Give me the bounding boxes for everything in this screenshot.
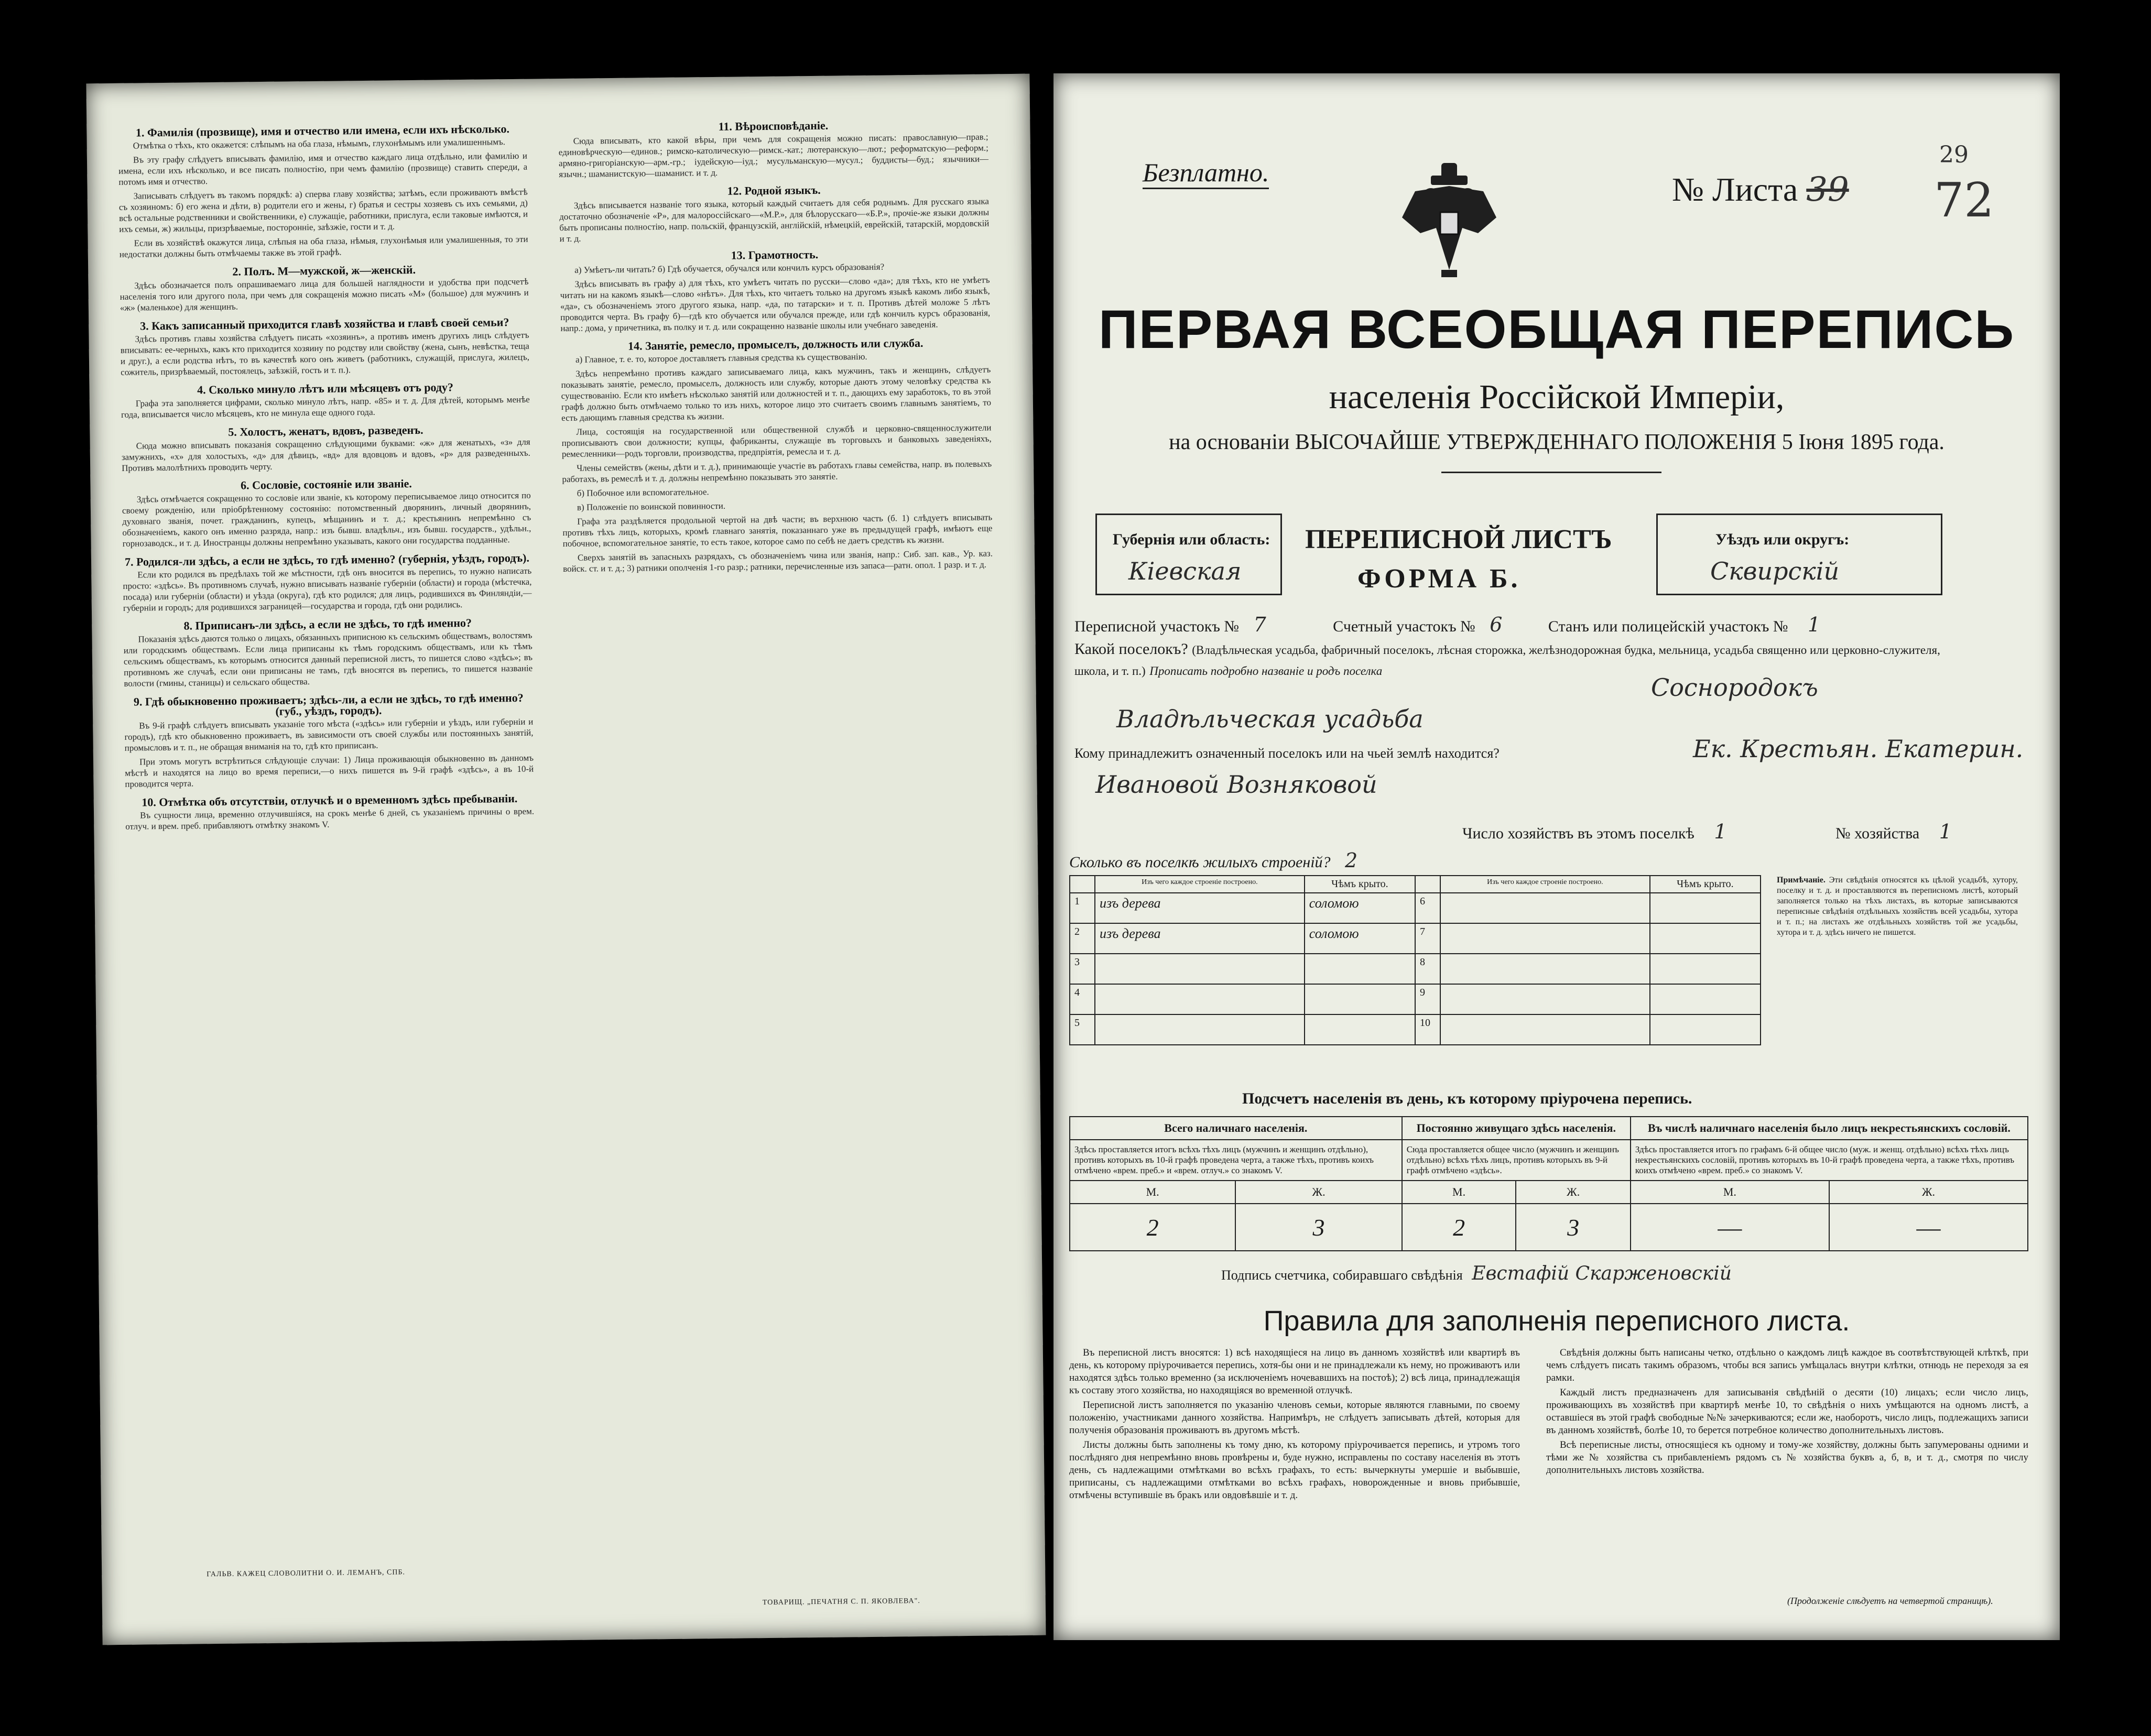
buildings-row (1070, 893, 1761, 923)
section-heading: 14. Занятіе, ремесло, промыселъ, должность или служба. (627, 336, 924, 353)
household-no-label: № хозяйства (1835, 825, 1920, 842)
rule-paragraph: Переписной листъ заполняется по указанію членовъ семьи, которые являются главными, по своему положенію, участниками данного хозяйства. Напримѣръ, не слѣдуетъ записывать дѣтей, которыя для полученія образованія проживаютъ въ другомъ мѣстѣ. (1069, 1400, 1520, 1436)
households-value: 1 (1714, 820, 1727, 843)
imperial-eagle-icon (1399, 160, 1499, 280)
rules-title: Правила для заполненія переписного листа. (1263, 1305, 1850, 1337)
printer-credit-right: ТОВАРИЩ. „ПЕЧАТНЯ С. П. ЯКОВЛЕВА". (762, 1597, 920, 1607)
section-heading: 11. Вѣроисповѣданіе. (718, 118, 829, 133)
section-paragraph: Здѣсь непремѣнно противъ каждаго записываемаго лица, какъ мужчинъ, такъ и женщинъ, слѣдуетъ показывать занятіе, ремесло, промыселъ, должность или службу, которые даютъ этому человѣку средства къ существованію. Если кто имѣетъ нѣсколько занятій или должностей и т. п., дающихъ ему заработокъ, то въ этой графѣ должно быть отмѣчаемо только то изъ нихъ, которое лицо это считаетъ своимъ главнымъ занятіемъ, то есть дающимъ главныя средства къ жизни. (561, 364, 992, 423)
note-text: Эти свѣдѣнія относятся къ цѣлой усадьбѣ, хутору, поселку и т. д. и проставляются въ переписномъ листѣ, который заполняется только на тѣхъ листахъ, въ которые записываются переписные свѣдѣнія отдѣльныхъ хозяйствъ всей усадьбы, хутора и т. п.; на листахъ же отдѣльныхъ хозяйствъ той же усадьбы, хутора и т. д. здѣсь ничего не пишется. (1777, 876, 2018, 937)
signature-value: Евстафій Скарженовскій (1472, 1263, 1732, 1284)
section-paragraph: При этомъ могутъ встрѣтиться слѣдующіе случаи: 1) Лица проживающія обыкновенно въ данномъ мѣстѣ и находятся на лицо во время переписи,—о нихъ пишется въ 9-й графѣ «здѣсь», а въ 10-й проводится черта. (125, 752, 534, 789)
owner-label: Кому принадлежитъ означенный поселокъ или на чьей землѣ находится? (1074, 746, 1500, 761)
buildings-row (1070, 923, 1761, 954)
section-heading: 1. Фамилія (прозвище), имя и отчество или имена, если ихъ нѣсколько. (135, 122, 510, 139)
section-paragraph: в) Положеніе по воинской повинности. (577, 500, 726, 512)
count-value: 6 (1490, 613, 1503, 636)
count-title: Подсчетъ населенія въ день, къ которому пріурочена перепись. (1242, 1090, 1692, 1107)
row-number: 2 (1070, 923, 1095, 954)
owner-line (1074, 744, 1500, 762)
sheet-number (1672, 170, 1849, 209)
section-heading: 13. Грамотность. (731, 247, 819, 262)
section-paragraph: Показанія здѣсь даются только о лицахъ, обязанныхъ приписною къ сельскимъ обществамъ, волостямъ или городскимъ обществамъ. Если лица приписаны къ тѣмъ городскимъ обществамъ, или къ тѣмъ сельскимъ обществамъ, къ которымъ относится данный переписной листъ, то пишется слово «здѣсь»; въ противномъ же случаѣ, если они приписаны не тамъ, гдѣ вносятся въ перепись, то пишется названіе волости (гмины, станицы) и сельскаго общества. (123, 630, 533, 689)
count-label: Счетный участокъ № (1333, 618, 1475, 635)
section-heading: 7. Родился-ли здѣсь, а если не здѣсь, то гдѣ именно? (губернія, уѣздъ, городъ). (124, 551, 530, 569)
rule-paragraph: Въ переписной листъ вносятся: 1) всѣ находящіеся на лицо въ данномъ хозяйствѣ или квартирѣ въ день, къ которому пріурочивается перепись, хотя-бы они и не принадлежали къ нему, но проживаютъ или находятся здѣсь только временно (за исключеніемъ ночевавшихъ на постоѣ); 2) всѣ лица, принадлежащія къ составу этого хозяйства, но находящіяся во временной отлучкѣ. (1069, 1347, 1520, 1396)
row-number: 9 (1415, 984, 1440, 1014)
building-roof (1305, 954, 1415, 984)
section-paragraph: Сюда можно вписывать показанія сокращенно слѣдующими буквами: «ж» для женатыхъ, «з» для замужнихъ, «х» для холостыхъ, «д» для дѣвицъ, «вд» для вдовцовъ и вдовъ, «р» для разведенныхъ. Противъ малолѣтнихъ проводить черту. (121, 436, 530, 473)
count-desc-resident: Сюда проставляется общее число (мужчинъ и женщинъ отдѣльно) всѣхъ тѣхъ лицъ, противъ которыхъ въ 9-й графѣ отмѣчено «здѣсь». (1402, 1140, 1631, 1181)
header-material: Изъ чего каждое строеніе построено. (1095, 876, 1305, 893)
owner-value-1: Ек. Крестьян. Екатерин. (1693, 735, 2024, 763)
section-paragraph: Если кто родился въ предѣлахъ той же мѣстности, гдѣ онъ вносится въ перепись, то нужно написать просто: «здѣсь». Въ противномъ случаѣ, нужно вписывать названіе губерніи (области) и города (мѣстечка, посада) или губерніи (области) и уѣзда (округа), гдѣ кто родился; для лицъ, родившихся въ Финляндіи,—губерніи и городъ; для родившихся заграницей—государства и города, гдѣ они родились. (123, 565, 532, 613)
building-material (1440, 1014, 1650, 1045)
uezd-box (1656, 514, 1942, 595)
section-paragraph: Записывать слѣдуетъ въ такомъ порядкѣ: а) сперва главу хозяйства; затѣмъ, если проживаютъ вмѣстѣ съ хозяиномъ: б) его жена и дѣти, в) родители его и жены, г) братья и сестры хозяевъ съ ихъ семьями, д) всѣ остальные родственники и свойственники, е) служащіе, работники, прислуга, если таковые имѣются, и ихъ семьи, ж) жильцы, призрѣваемые, посторонніе, заѣзжіе, гости и т. д. (118, 187, 528, 234)
left-page (86, 74, 1046, 1645)
settlement-value-1: Соснородокъ (1651, 673, 1818, 702)
count-desc-nonpeasant: Здѣсь проставляется итогъ по графамъ 6-й общее число (муж. и женщ. отдѣльно) всѣхъ тѣхъ лицъ некрестьянскихъ сословій, противъ которыхъ въ 10-й графѣ проведена черта, а также тѣхъ, противъ коихъ отмѣчено «врем. преб.» со знакомъ V. (1631, 1140, 2028, 1181)
section-paragraph: Здѣсь отмѣчается сокращенно то сословіе или званіе, къ которому переписываемое лицо относится по своему рожденію, или пріобрѣтенному состоянію: потомственный дворянинъ, личный дворянинъ, духовнаго званія, почет. гражданинъ, купецъ, мѣщанинъ и т. д.; крестьянинъ непремѣнно съ обозначеніемъ, какого онъ именно разряда, напр.: изъ бывш. владѣльч., изъ бывш. государств., удѣльн., горнозаводск., и т. д. Иностранцы должны непремѣнно указывать, какого они государства подданные. (122, 490, 531, 549)
free-label: Безплатно. (1143, 157, 1269, 189)
section-paragraph: Если въ хозяйствѣ окажутся лица, слѣпыя на оба глаза, нѣмыя, глухонѣмыя или умалишенныя, то эти недостатки должны быть отмѣчаемы также въ этой графѣ. (119, 234, 528, 259)
building-roof: соломою (1305, 893, 1415, 923)
col-m-1: М. (1070, 1181, 1235, 1204)
note-title: Примѣчаніе. (1777, 876, 1826, 885)
section-heading: 6. Сословіе, состояніе или званіе. (240, 477, 412, 492)
section-paragraph: а) Умѣетъ-ли читать? б) Гдѣ обучается, обучался или кончилъ курсъ образованія? (574, 261, 885, 275)
buildings-header-row (1070, 876, 1761, 893)
building-material (1095, 954, 1305, 984)
section-heading: 9. Гдѣ обыкновенно проживаетъ; здѣсь-ли, а если не здѣсь, то гдѣ именно? (губ., уѣздъ, городъ). (133, 691, 524, 718)
total-male: 2 (1070, 1204, 1235, 1251)
continued-note: (Продолженіе слѣдуетъ на четвертой страницѣ). (1787, 1596, 1993, 1606)
right-page (1053, 73, 2060, 1640)
building-roof (1650, 1014, 1761, 1045)
stan-label: Станъ или полицейскій участокъ № (1548, 618, 1788, 635)
section-paragraph: а) Главное, т. е. то, которое доставляетъ главныя средства къ существованію. (575, 351, 867, 365)
buildings-row (1070, 1014, 1761, 1045)
col-zh-1: Ж. (1235, 1181, 1402, 1204)
buildings-value: 2 (1345, 849, 1358, 872)
instructions-column-2 (558, 111, 1003, 1556)
buildings-row (1070, 984, 1761, 1014)
building-material: изъ дерева (1095, 893, 1305, 923)
households-label: Число хозяйствъ въ этомъ поселкѣ (1462, 825, 1694, 842)
form-title: ПЕРЕПИСНОЙ ЛИСТЪ (1305, 525, 1612, 554)
section-heading: 12. Родной языкъ. (727, 183, 821, 198)
building-roof (1650, 954, 1761, 984)
settlement-line (1074, 639, 1965, 681)
settlement-value-2: Владѣльческая усадьба (1116, 705, 1424, 733)
building-material (1095, 984, 1305, 1014)
building-material (1440, 893, 1650, 923)
section-heading: 5. Холостъ, женатъ, вдовъ, разведенъ. (228, 423, 423, 439)
building-roof (1305, 1014, 1415, 1045)
buildings-table (1069, 875, 1761, 1045)
section-paragraph: Графа эта заполняется цифрами, сколько минуло лѣтъ, напр. «85» и т. д. Для дѣтей, которымъ менѣе года, вписывается число мѣсяцевъ, кто не минула еще одного года. (121, 394, 530, 420)
rule-paragraph: Всѣ переписные листы, относящіеся къ одному и тому-же хозяйству, должны быть запумерованы одними и тѣми же № хозяйства съ прибавленіемъ рядомъ съ № хозяйства буквъ а, б, в, и т. д., смотря по числу дополнительныхъ листовъ хозяйства. (1546, 1439, 2028, 1476)
row-number: 4 (1070, 984, 1095, 1014)
count-head-total: Всего наличнаго населенія. (1070, 1117, 1402, 1140)
section-paragraph: Въ эту графу слѣдуетъ вписывать фамилію, имя и отчество каждаго лица отдѣльно, или фамилію и имена, если ихъ нѣсколько, и все писать полностію, при чемъ фамилію (прозвище) ставить спереди, а потомъ имя и отчество. (118, 150, 528, 187)
signature-line (1221, 1263, 1732, 1284)
instructions-column-1 (118, 116, 541, 1535)
settlement-label: Какой поселокъ? (1074, 640, 1188, 658)
row-number: 3 (1070, 954, 1095, 984)
census-title: ПЕРВАЯ ВСЕОБЩАЯ ПЕРЕПИСЬ (1098, 299, 2015, 360)
row-number: 10 (1415, 1014, 1440, 1045)
stan-value: 1 (1808, 613, 1821, 636)
divider (1441, 472, 1661, 473)
buildings-line (1069, 849, 1357, 872)
district-label: Переписной участокъ № (1074, 618, 1239, 635)
resident-male: 2 (1402, 1204, 1516, 1251)
section-heading: 2. Полъ. М—мужской, ж—женскій. (232, 263, 416, 278)
count-desc-total: Здѣсь проставляется итогъ всѣхъ тѣхъ лицъ (мужчинъ и женщинъ отдѣльно), противъ которыхъ въ 10-й графѣ проведена черта, а также тѣхъ, противъ коихъ отмѣчено «врем. преб.» и «врем. отлуч.» со знакомъ V. (1070, 1140, 1402, 1181)
census-basis: на основаніи ВЫСОЧАЙШЕ УТВЕРЖДЕННАГО ПОЛОЖЕНІЯ 5 Іюня 1895 года. (1169, 430, 1944, 454)
sheet-number-label: № Листа (1672, 171, 1798, 208)
households-line (1462, 820, 1952, 843)
col-m-2: М. (1402, 1181, 1516, 1204)
districts-line (1074, 613, 1820, 636)
nonpeasant-male: — (1631, 1204, 1829, 1251)
rules-column-left (1069, 1347, 1520, 1609)
resident-female: 3 (1516, 1204, 1630, 1251)
settlement-hint: (Владѣльческая усадьба, фабричный поселокъ, лѣсная сторожка, желѣзнодорожная будка, мельница, усадьба священно или церковно-служителя, школа, и т. п.) (1074, 643, 1940, 678)
section-paragraph: Здѣсь противъ главы хозяйства слѣдуетъ писать «хозяинъ», а противъ именъ другихъ лицъ слѣдуетъ вписывать: ее-черныхъ, какъ кто приходится хозяину по родству или свойству (жена, сынъ, невѣстка, теща и друг.), а если родства нѣтъ, то въ качествѣ кого онъ живетъ (работникъ, служащій, прислуга, жилецъ, сожитель, призрѣваемый, постоялецъ, заѣзжій, гость и т. п.). (120, 330, 530, 377)
header-roof-2: Чѣмъ крыто. (1650, 876, 1761, 893)
rules-column-right (1546, 1347, 2028, 1609)
rule-paragraph: Свѣдѣнія должны быть написаны четко, отдѣльно о каждомъ лицѣ каждое въ соотвѣтствующей клѣткѣ, при чемъ слѣдуетъ писать такимъ образомъ, чтобы вся запись умѣщалась внутри клѣтки, отнюдь не переходя за ея рамки. (1546, 1347, 2028, 1383)
settlement-hint-2: Прописать подробно названіе и родъ поселка (1149, 664, 1383, 678)
sheet-number-value: 39 (1806, 170, 1849, 209)
col-zh-3: Ж. (1829, 1181, 2028, 1204)
building-roof (1650, 984, 1761, 1014)
uezd-value: Сквирскій (1710, 557, 1840, 585)
uezd-label: Уѣздъ или округъ: (1715, 531, 1850, 548)
section-paragraph: Въ сущности лица, временно отлучившіяся, на срокъ менѣе 6 дней, съ указаніемъ причины о врем. отлуч. и врем. преб. прибавляютъ отмѣтку знакомъ V. (125, 806, 535, 832)
building-material: изъ дерева (1095, 923, 1305, 954)
row-number: 8 (1415, 954, 1440, 984)
top-number: 29 (1939, 141, 1969, 168)
count-head-resident: Постоянно живущаго здѣсь населенія. (1402, 1117, 1631, 1140)
buildings-note (1777, 875, 2018, 1085)
row-number: 5 (1070, 1014, 1095, 1045)
household-no-value: 1 (1939, 820, 1952, 843)
section-paragraph: Сверхъ занятій въ запасныхъ разрядахъ, съ обозначеніемъ чина или званія, напр.: Сиб. зап. кав., Ур. каз. войск. ст. и т. д.; 3) ратники ополченія 1-го разр.; ратники, перечисленные изъ запаса—ратн. опол. 1 разр. и т. д. (563, 548, 993, 574)
col-m-3: М. (1631, 1181, 1829, 1204)
section-heading: 10. Отмѣтка объ отсутствіи, отлучкѣ и о временномъ здѣсь пребываніи. (142, 791, 518, 809)
gubernia-label: Губернія или область: (1113, 531, 1270, 548)
building-roof (1650, 893, 1761, 923)
corner-number: 72 (1934, 173, 1994, 228)
section-paragraph: Графа эта раздѣляется продольной чертой на двѣ части; въ верхнюю часть (б. 1) слѣдуетъ вписывать противъ тѣхъ лицъ, которыхъ, кромѣ главнаго занятія, показаннаго уже въ предыдущей графѣ, имѣютъ еще побочное, вспомогательное занятіе, то есть такое, которое само по себѣ не даетъ средствъ къ жизни. (562, 512, 993, 549)
section-heading: 4. Сколько минуло лѣтъ или мѣсяцевъ отъ роду? (197, 380, 454, 397)
section-paragraph: б) Побочное или вспомогательное. (577, 487, 709, 498)
row-number: 1 (1070, 893, 1095, 923)
rule-paragraph: Листы должны быть заполнены къ тому дню, къ которому пріурочивается перепись, и утромъ того послѣдняго дня непремѣнно вновь провѣрены и, буде нужно, исправлены по составу населенія въ этотъ день, съ надлежащими отмѣтками во всѣхъ графахъ, то есть: вычеркнуты умершіе и выбывшіе, приписаны, съ надлежащими отмѣтками во всѣхъ графахъ, новорожденные и вновь прибывшіе, отмѣчены вступившіе въ бракъ или овдовѣвшіе и т. д. (1069, 1439, 1520, 1501)
section-paragraph: Лица, состоящія на государственной или общественной службѣ и церковно-священнослужители прописываютъ свои должности; купцы, фабриканты, служащіе въ торговыхъ и банковыхъ заведеніяхъ, ремесленники—родъ торговли, производства, предпріятія, ремесла и т. д. (561, 422, 992, 460)
building-roof (1305, 984, 1415, 1014)
census-subtitle: населенія Россійской Имперіи, (1329, 378, 1785, 416)
buildings-row (1070, 954, 1761, 984)
population-count-table (1069, 1116, 2028, 1251)
building-material (1440, 984, 1650, 1014)
section-heading: 8. Приписанъ-ли здѣсь, а если не здѣсь, то гдѣ именно? (183, 616, 472, 632)
form-subtitle: ФОРМА Б. (1357, 564, 1521, 594)
section-paragraph: Здѣсь обозначается полъ опрашиваемаго лица для большей наглядности и удобства при подсчетѣ населенія того или другого пола, при чемъ для сокращенія можно писать «М» (большое) для мужчинъ и «ж» (маленькое) для женщинъ. (120, 276, 529, 313)
owner-value-2: Ивановой Возняковой (1095, 770, 1377, 799)
section-paragraph: Члены семействъ (жены, дѣти и т. д.), принимающіе участіе въ работахъ главы семейства, напр. въ полевыхъ работахъ, въ ремеслѣ и т. д. должны непремѣнно показывать это занятіе. (562, 458, 992, 485)
rule-paragraph: Каждый листъ предназначенъ для записыванія свѣдѣній о десяти (10) лицахъ; если число лицъ, проживающихъ въ хозяйствѣ при квартирѣ менѣе 10, то свѣдѣнія о нихъ умѣщаются на одномъ листѣ, а оставшіеся въ этой графѣ свободные №№ зачеркиваются; если же, наоборотъ, число лицъ, подлежащихъ записи въ данномъ хозяйствѣ, болѣе 10, то берется потребное количество дополнительныхъ листовъ. (1546, 1387, 2028, 1436)
building-material (1095, 1014, 1305, 1045)
district-value: 7 (1253, 613, 1266, 636)
building-roof (1650, 923, 1761, 954)
signature-label: Подпись счетчика, собиравшаго свѣдѣнія (1221, 1268, 1463, 1283)
gubernia-box (1095, 514, 1282, 595)
section-heading: 3. Какъ записанный приходится главѣ хозяйства и главѣ своей семьи? (140, 315, 509, 333)
section-paragraph: Въ 9-й графѣ слѣдуетъ вписывать указаніе того мѣста («здѣсь» или губерніи и уѣздъ, или губерніи и городъ), гдѣ кто обыкновенно проживаетъ, въ зависимости отъ своей службы или постоянныхъ занятій, промысловъ и т. п., не обращая вниманія на то, гдѣ кто приписанъ. (124, 716, 534, 753)
gubernia-value: Кіевская (1128, 557, 1242, 585)
row-number: 7 (1415, 923, 1440, 954)
printer-credit-left: ГАЛЬВ. КАЖЕЦ СЛОВОЛИТНИ О. И. ЛЕМАНЪ, СПБ. (207, 1568, 406, 1579)
section-paragraph: Сюда вписывать, кто какой вѣры, при чемъ для сокращенія можно писать: православную—прав.; единовѣрческую—единов.; римско-католическую—римск.-кат.; лютеранскую—лют.; реформатскую—реформ.; армяно-григоріанскую—арм.-гр.; іудейскую—іуд.; мусульманскую—мусул.; буддисты—буд.; язычники—язычн.; шаманистскую—шаманист. и т. д. (558, 132, 989, 180)
section-paragraph: Отмѣтка о тѣхъ, кто окажется: слѣпымъ на оба глаза, нѣмымъ, глухонѣмымъ или умалишеннымъ. (133, 137, 506, 151)
header-roof: Чѣмъ крыто. (1305, 876, 1415, 893)
building-material (1440, 954, 1650, 984)
buildings-label: Сколько въ поселкѣ жилыхъ строеній? (1069, 854, 1331, 871)
section-paragraph: Здѣсь вписывать въ графу а) для тѣхъ, кто умѣетъ читать по русски—слово «да»; для тѣхъ, кто не умѣетъ читать ни на какомъ языкѣ—слово «нѣтъ». Для тѣхъ, кто читаетъ только на другомъ языкѣ какомъ либо языкѣ, «да», съ обозначеніемъ этого другого языка, напр. «да, по татарски» и т. п. Противъ дѣтей моложе 5 лѣтъ проводится черта. Въ графу б)—гдѣ кто обучается или обучался прежде, или гдѣ кончилъ курсъ образованія, напр.: дома, у причетника, въ полку и т. д. или сокращенно названіе школы или учебнаго заведенія. (560, 275, 991, 334)
row-number: 6 (1415, 893, 1440, 923)
count-head-nonpeasant: Въ числѣ наличнаго населенія было лицъ некрестьянскихъ сословій. (1631, 1117, 2028, 1140)
total-female: 3 (1235, 1204, 1402, 1251)
section-paragraph: Здѣсь вписывается названіе того языка, который каждый считаетъ для себя роднымъ. Для русскаго языка достаточно обозначеніе «Р», для малороссійскаго—«М.Р.», для бѣлорусскаго—«Б.Р.», прочіе-же языки должны быть прописаны полностію, напр. польскій, французскій, англійскій, нѣмецкій, еврейскій, татарскій, мордовскій и т. д. (559, 196, 990, 244)
col-zh-2: Ж. (1516, 1181, 1630, 1204)
header-material-2: Изъ чего каждое строеніе построено. (1440, 876, 1650, 893)
building-roof: соломою (1305, 923, 1415, 954)
building-material (1440, 923, 1650, 954)
nonpeasant-female: — (1829, 1204, 2028, 1251)
